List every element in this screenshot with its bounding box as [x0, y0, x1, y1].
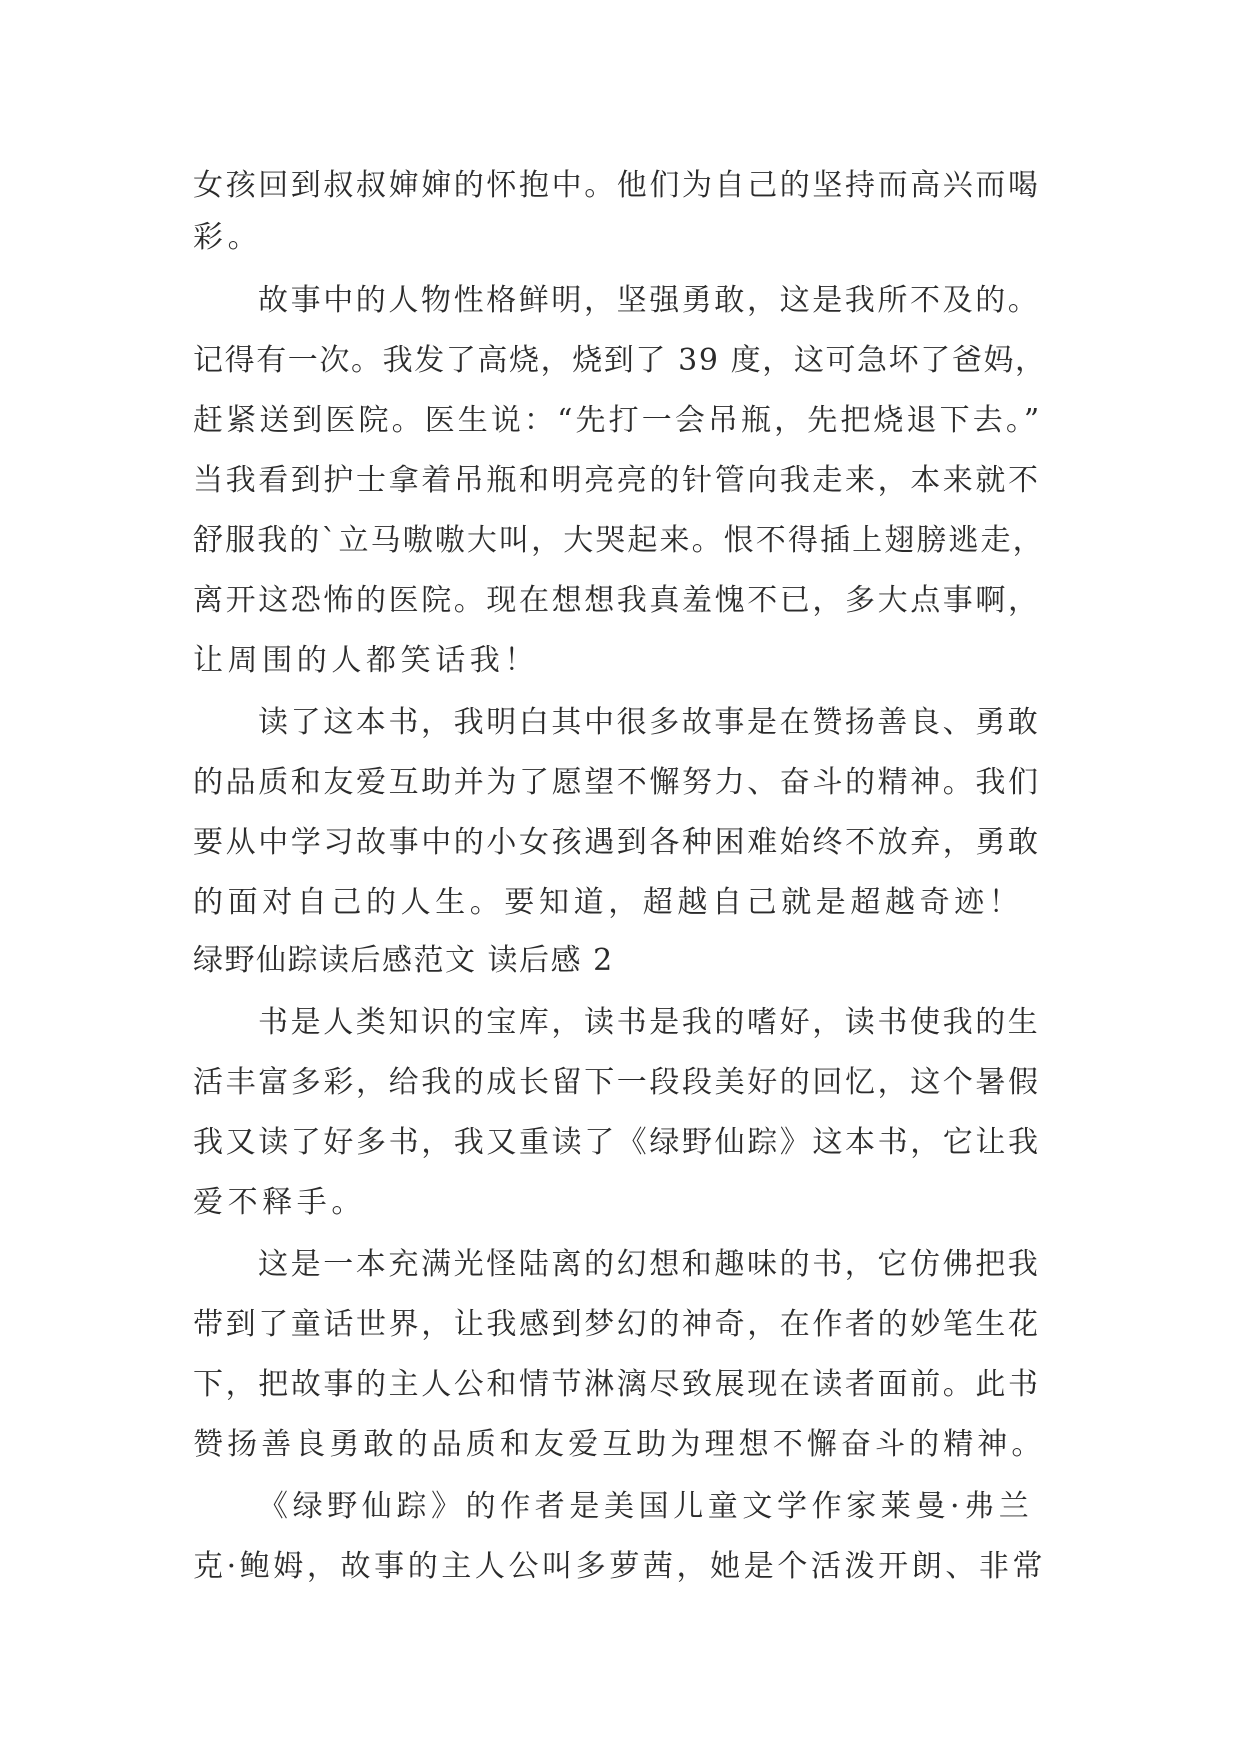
paragraph-first-line: 这是一本充满光怪陆离的幻想和趣味的书，它仿佛把我 [258, 1247, 1041, 1282]
paragraph-first-line: 书是人类知识的宝库，读书是我的嗜好，读书使我的生 [258, 1005, 1041, 1040]
paragraph-first-line: 《绿野仙踪》的作者是美国儿童文学作家莱曼·弗兰 [258, 1489, 1034, 1524]
paragraph-first-line: 读了这本书，我明白其中很多故事是在赞扬善良、勇敢 [258, 705, 1041, 740]
text-line: 离开这恐怖的医院。现在想想我真羞愧不已，多大点事啊， [193, 583, 1041, 618]
text-line: 赶紧送到医院。医生说：“先打一会吊瓶，先把烧退下去。” [193, 403, 1043, 438]
text-line: 女孩回到叔叔婶婶的怀抱中。他们为自己的坚持而高兴而喝 [193, 168, 1041, 203]
text-line: 下，把故事的主人公和情节淋漓尽致展现在读者面前。此书 [193, 1367, 1041, 1402]
text-line: 舒服我的`立马嗷嗷大叫，大哭起来。恨不得插上翅膀逃走， [193, 523, 1045, 558]
text-line: 活丰富多彩，给我的成长留下一段段美好的回忆，这个暑假 [193, 1065, 1041, 1100]
text-line: 爱不释手。 [193, 1185, 366, 1220]
text-line: 克·鲍姆，故事的主人公叫多萝茜，她是个活泼开朗、非常 [193, 1549, 1047, 1584]
paragraph-first-line: 故事中的人物性格鲜明，坚强勇敢，这是我所不及的。 [258, 283, 1041, 318]
text-line: 记得有一次。我发了高烧，烧到了 39 度，这可急坏了爸妈， [193, 343, 1047, 378]
text-line: 的面对自己的人生。要知道，超越自己就是超越奇迹！ [193, 885, 1024, 920]
text-line: 的品质和友爱互助并为了愿望不懈努力、奋斗的精神。我们 [193, 765, 1041, 800]
section-heading: 绿野仙踪读后感范文 读后感 2 [193, 943, 614, 978]
text-line: 要从中学习故事中的小女孩遇到各种困难始终不放弃，勇敢 [193, 825, 1041, 860]
text-line: 带到了童话世界，让我感到梦幻的神奇，在作者的妙笔生花 [193, 1307, 1041, 1342]
text-line: 当我看到护士拿着吊瓶和明亮亮的针管向我走来，本来就不 [193, 463, 1041, 498]
text-line: 我又读了好多书，我又重读了《绿野仙踪》这本书，它让我 [193, 1125, 1041, 1160]
text-line: 让周围的人都笑话我！ [193, 643, 539, 678]
text-line: 赞扬善良勇敢的品质和友爱互助为理想不懈奋斗的精神。 [193, 1427, 1046, 1462]
text-line: 彩。 [193, 220, 263, 255]
